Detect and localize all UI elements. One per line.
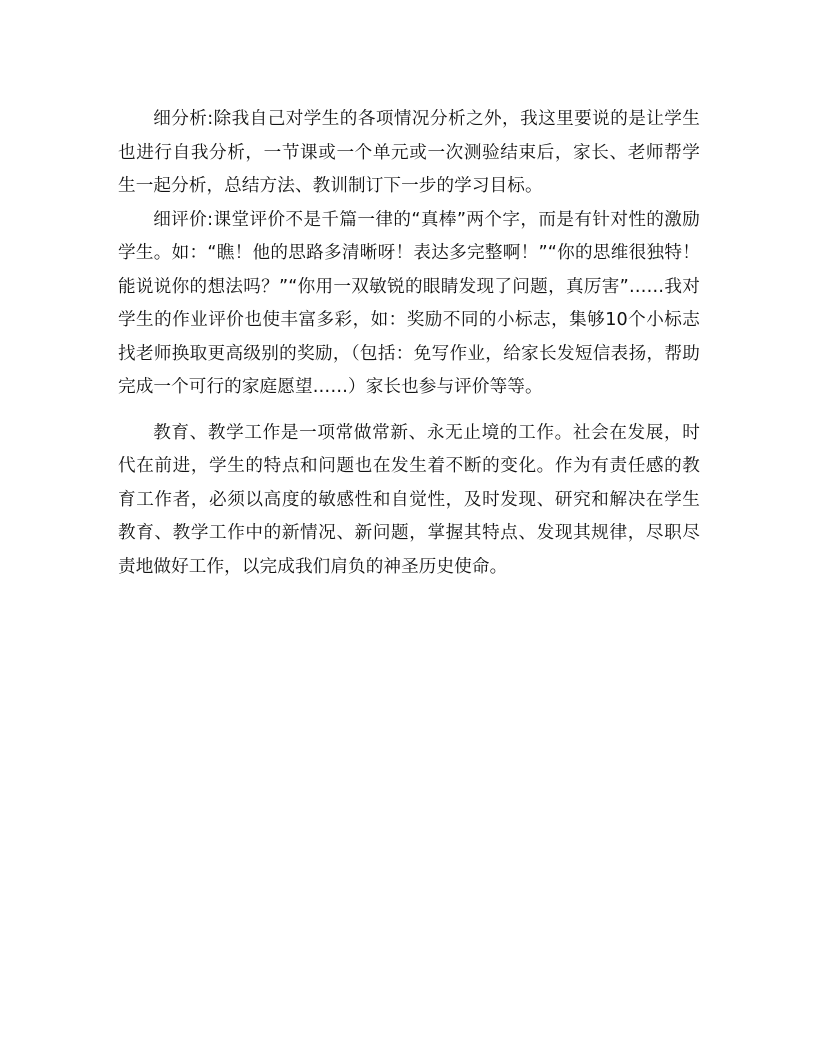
paragraph-detailed-evaluation: 细评价:课堂评价不是千篇一律的“真棒”两个字，而是有针对性的激励学生。如：“瞧！他的思路多清晰呀！表达多完整啊！”“你的思维很独特！能说说你的想法吗？”“你用一双敏锐的眼睛发现了问题，真厉害”……我对学生的作业评价也使丰富多彩，如：奖励不同的小标志，集够10个小标志找老师换取更高级别的奖励，（包括：免写作业，给家长发短信表扬，帮助完成一个可行的家庭愿望……）家长也参与评价等等。	[118, 209, 700, 397]
paragraph-detailed-analysis: 细分析:除我自己对学生的各项情况分析之外，我这里要说的是让学生也进行自我分析，一节课或一个单元或一次测验结束后，家长、老师帮学生一起分析，总结方法、教训制订下一步的学习目标。	[118, 109, 700, 196]
paragraph-conclusion: 教育、教学工作是一项常做常新、永无止境的工作。社会在发展，时代在前进，学生的特点和问题也在发生着不断的变化。作为有责任感的教育工作者，必须以高度的敏感性和自觉性，及时发现、研究和解决在学生教育、教学工作中的新情况、新问题，掌握其特点、发现其规律，尽职尽责地做好工作，以完成我们肩负的神圣历史使命。	[118, 422, 700, 577]
document-body	[118, 103, 700, 584]
